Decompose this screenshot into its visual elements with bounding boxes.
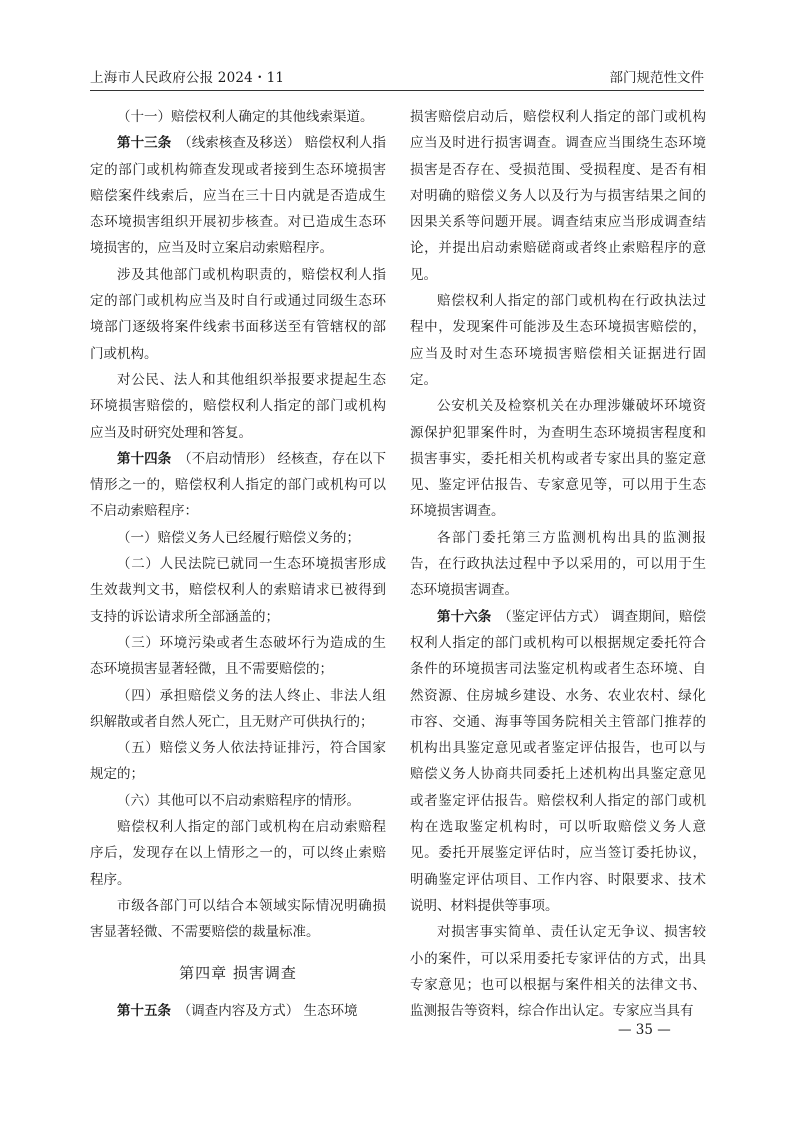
right-column	[410, 104, 706, 1024]
paragraph-text: （六）其他可以不启动索赔程序的情形。	[117, 792, 360, 809]
paragraph-text: （二）人民法院已就同一生态环境损害形成生效裁判文书，赔偿权利人的索赔请求已被得到支持的诉讼请求所全部涵盖的；	[90, 556, 386, 625]
left-column	[90, 104, 386, 1024]
article-paragraph	[410, 604, 706, 920]
paragraph-text: 赔偿权利人指定的部门或机构在启动索赔程序后，发现存在以上情形之一的，可以终止索赔程序。	[90, 819, 386, 888]
paragraph	[90, 262, 386, 367]
article-paragraph	[90, 446, 386, 525]
paragraph	[410, 288, 706, 393]
paragraph-text: 各部门委托第三方监测机构出具的监测报告，在行政执法过程中予以采用的，可以用于生态环境损害调查。	[410, 529, 706, 599]
paragraph-text: 公安机关及检察机关在办理涉嫌破坏环境资源保护犯罪案件时，为查明生态环境损害程度和损害事实，委托相关机构或者专家出具的鉴定意见、鉴定评估报告、专家意见等，可以用于生态环境损害调查。	[410, 398, 706, 520]
paragraph-text: 对损害事实简单、责任认定无争议、损害较小的案件，可以采用委托专家评估的方式，出具专家意见；也可以根据与案件相关的法律文书、监测报告等资料，综合作出认定。专家应当具有	[410, 924, 706, 1020]
paragraph-text: （四）承担赔偿义务的法人终止、非法人组织解散或者自然人死亡，且无财产可供执行的；	[90, 687, 386, 730]
paragraph-text: 涉及其他部门或机构职责的，赔偿权利人指定的部门或机构应当及时自行或通过同级生态环境部门逐级将案件线索书面移送至有管辖权的部门或机构。	[90, 266, 386, 362]
paragraph	[410, 919, 706, 1024]
article-paragraph	[90, 998, 386, 1024]
article-number: 第十五条	[117, 1002, 171, 1019]
paragraph	[410, 393, 706, 524]
paragraph	[90, 788, 386, 814]
page-header	[90, 62, 704, 91]
chapter-heading: 第四章 损害调查	[179, 963, 297, 982]
paragraph	[90, 735, 386, 788]
paragraph-text: 市级各部门可以结合本领域实际情况明确损害显著轻微、不需要赔偿的裁量标准。	[90, 897, 386, 941]
paragraph	[90, 683, 386, 736]
paragraph-text: 损害赔偿启动后，赔偿权利人指定的部门或机构应当及时进行损害调查。调查应当围绕生态环境损害是否存在、受损范围、受损程度、是否有相对明确的赔偿义务人以及行为与损害结果之间的因果关系等问题开展。调查结束应当形成调查结论，并提出启动索赔磋商或者终止索赔程序的意见。	[410, 109, 706, 283]
article-number: 第十六条	[437, 608, 492, 625]
paragraph-text: 对公民、法人和其他组织举报要求提起生态环境损害赔偿的，赔偿权利人指定的部门或机构应当及时研究处理和答复。	[90, 371, 386, 441]
paragraph	[410, 525, 706, 604]
paragraph-text: （鉴定评估方式） 调查期间，赔偿权利人指定的部门或机构可以根据规定委托符合条件的环境损害司法鉴定机构或者生态环境、自然资源、住房城乡建设、水务、农业农村、绿化市容、交通、海事等国务院相关主管部门推荐的机构出具鉴定意见或者鉴定评估报告，也可以与赔偿义务人协商共同委托上述机构出具鉴定意见或者鉴定评估报告。赔偿权利人指定的部门或机构在选取鉴定机构时，可以听取赔偿义务人意见。委托开展鉴定评估时，应当签订委托协议，明确鉴定评估项目、工作内容、时限要求、技术说明、材料提供等事项。	[410, 608, 707, 914]
article-number: 第十三条	[117, 135, 172, 152]
paragraph	[90, 525, 386, 551]
paragraph	[90, 893, 386, 946]
paragraph	[90, 104, 386, 130]
paragraph	[90, 367, 386, 446]
paragraph-text: （十一）赔偿权利人确定的其他线索渠道。	[117, 109, 374, 125]
paragraph-text: （不启动情形） 经核查，存在以下情形之一的，赔偿权利人指定的部门或机构可以不启动索赔程序：	[90, 450, 387, 520]
journal-title: 上海市人民政府公报 2024・11	[90, 70, 285, 86]
paragraph	[90, 814, 386, 893]
section-title: 部门规范性文件	[609, 70, 704, 86]
paragraph-text: （五）赔偿义务人依法持证排污，符合国家规定的；	[90, 740, 386, 783]
paragraph	[90, 630, 386, 683]
paragraph-text: （一）赔偿义务人已经履行赔偿义务的；	[117, 529, 360, 546]
article-number: 第十四条	[117, 450, 172, 467]
article-text: （调查内容及方式） 生态环境	[184, 1002, 358, 1019]
paragraph-text: 赔偿权利人指定的部门或机构在行政执法过程中，发现案件可能涉及生态环境损害赔偿的，应当及时对生态环境损害赔偿相关证据进行固定。	[410, 293, 706, 388]
paragraph	[410, 104, 706, 288]
paragraph-text: （三）环境污染或者生态破坏行为造成的生态环境损害显著轻微，且不需要赔偿的；	[90, 634, 386, 678]
paragraph	[90, 551, 386, 630]
article-paragraph	[90, 130, 386, 261]
paragraph-text: （线索核查及移送） 赔偿权利人指定的部门或机构筛查发现或者接到生态环境损害赔偿案件线索后，应当在三十日内就是否造成生态环境损害组织开展初步核查。对已造成生态环境损害的，应当及时立案启动索赔程序。	[90, 135, 387, 257]
page-number: — 35 —	[618, 1022, 671, 1038]
